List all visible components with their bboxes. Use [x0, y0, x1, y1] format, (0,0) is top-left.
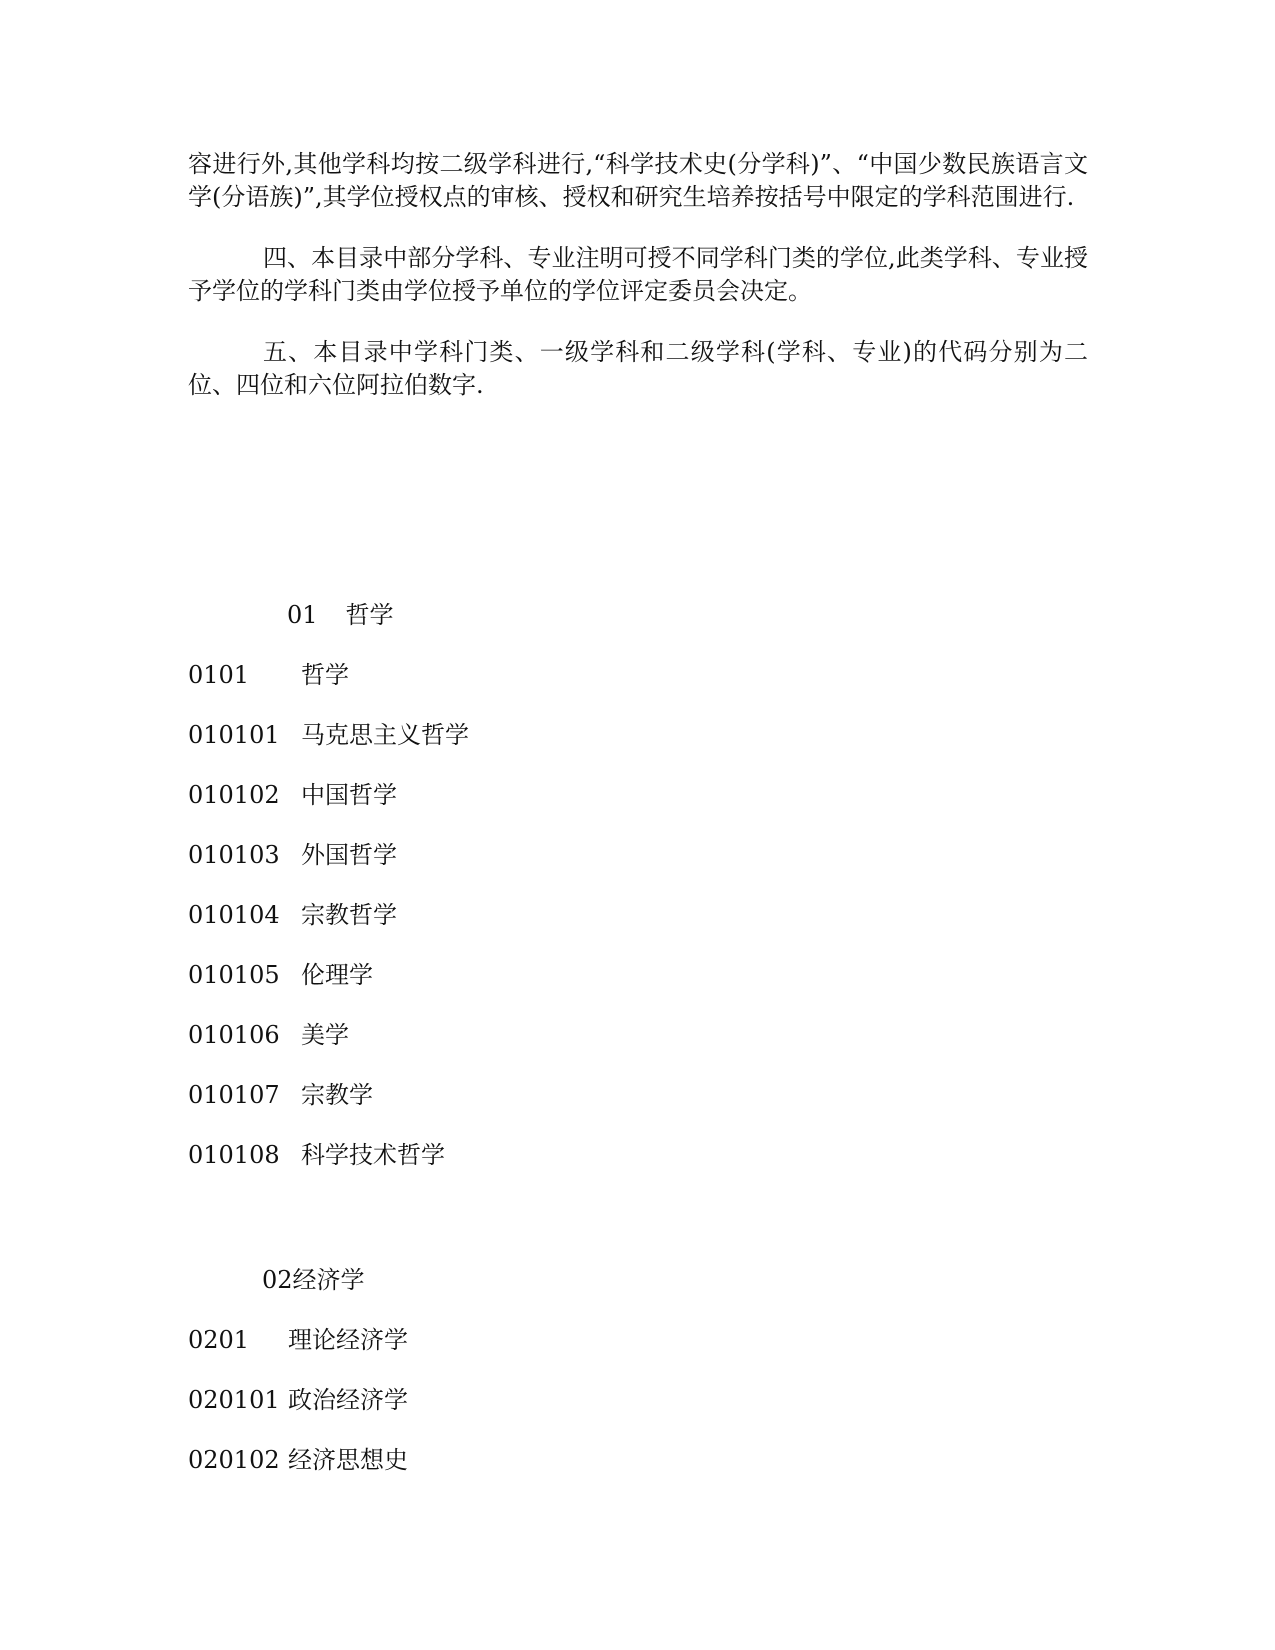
section-code: 01	[287, 601, 318, 629]
subject-code: 020102	[188, 1446, 280, 1474]
list-item	[188, 900, 397, 930]
paragraph-continuation: 容进行外,其他学科均按二级学科进行,“科学技术史(分学科)”、“中国少数民族语言文学(分语族)”,其学位授权点的审核、授权和研究生培养按括号中限定的学科范围进行.	[188, 150, 1088, 211]
subject-name: 伦理学	[301, 961, 373, 989]
subject-name: 哲学	[301, 661, 349, 689]
subject-code: 010101	[188, 721, 280, 749]
subject-code: 0101	[188, 661, 250, 689]
subject-name: 理论经济学	[288, 1326, 408, 1354]
list-item	[188, 840, 397, 870]
subject-name: 中国哲学	[301, 781, 397, 809]
subject-code: 020101	[188, 1386, 280, 1414]
subject-code: 010106	[188, 1021, 280, 1049]
subject-code: 010104	[188, 901, 280, 929]
paragraph-item-four: 四、本目录中部分学科、专业注明可授不同学科门类的学位,此类学科、专业授予学位的学科门类由学位授予单位的学位评定委员会决定。	[188, 244, 1088, 305]
list-item	[188, 1020, 349, 1050]
subject-code: 010107	[188, 1081, 280, 1109]
section-heading-philosophy	[287, 600, 394, 630]
list-item	[188, 720, 469, 750]
list-item	[188, 1080, 373, 1110]
section-title: 经济学	[292, 1266, 365, 1294]
section-heading-economics	[262, 1265, 365, 1295]
subject-name: 宗教学	[301, 1081, 373, 1109]
list-item	[188, 1385, 408, 1415]
list-item	[188, 1445, 408, 1475]
list-item	[188, 1140, 445, 1170]
subject-name: 科学技术哲学	[301, 1141, 445, 1169]
subject-code: 010108	[188, 1141, 280, 1169]
list-item	[188, 780, 397, 810]
subject-code: 010103	[188, 841, 280, 869]
subject-name: 美学	[301, 1021, 349, 1049]
subject-name: 政治经济学	[288, 1386, 408, 1414]
list-item	[188, 660, 349, 690]
subject-name: 经济思想史	[288, 1446, 408, 1474]
subject-name: 宗教哲学	[301, 901, 397, 929]
section-title: 哲学	[345, 601, 394, 629]
section-code: 02	[262, 1266, 293, 1294]
subject-name: 外国哲学	[301, 841, 397, 869]
subject-code: 010102	[188, 781, 280, 809]
list-item	[188, 960, 373, 990]
subject-code: 0201	[188, 1326, 250, 1354]
subject-code: 010105	[188, 961, 280, 989]
paragraph-item-five: 五、本目录中学科门类、一级学科和二级学科(学科、专业)的代码分别为二位、四位和六位阿拉伯数字.	[188, 338, 1088, 399]
subject-name: 马克思主义哲学	[301, 721, 469, 749]
list-item	[188, 1325, 408, 1355]
